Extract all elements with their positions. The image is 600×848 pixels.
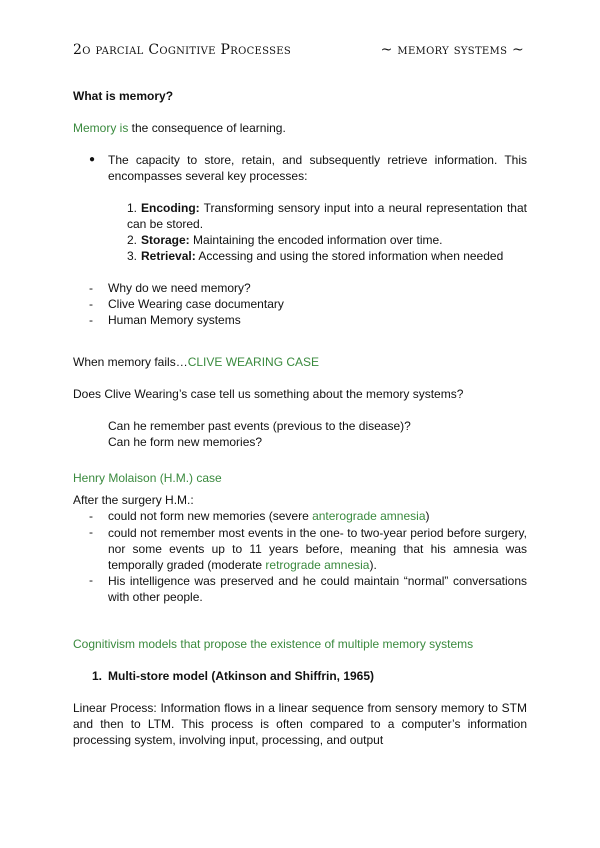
header-left: 2o parcial Cognitive Processes: [73, 42, 291, 58]
section-title-what-is-memory: What is memory?: [73, 89, 174, 103]
memory-definition: [73, 121, 286, 135]
hm-item-1: could not form new memories (severe anterograde amnesia): [108, 509, 430, 523]
clive-question-1: Can he remember past events (previous to the disease)?: [108, 419, 411, 433]
dash-bullet: -: [89, 573, 93, 587]
hm-item-3: His intelligence was preserved and he could maintain “normal” conversations with other people.: [108, 574, 527, 604]
clive-question: Does Clive Wearing’s case tell us something about the memory systems?: [73, 387, 464, 401]
memory-is-label: Memory is: [73, 121, 129, 135]
list-item: Why do we need memory?: [108, 281, 251, 295]
dash-bullet: -: [89, 313, 93, 327]
hm-heading: Henry Molaison (H.M.) case: [73, 471, 222, 485]
header-right: ~ memory systems ~: [380, 42, 524, 58]
process-item: 3. Retrieval: Accessing and using the stored information when needed: [127, 249, 504, 263]
dash-bullet: -: [89, 297, 93, 311]
clive-question-2: Can he form new memories?: [108, 435, 263, 449]
process-item: 2. Storage: Maintaining the encoded information over time.: [127, 233, 443, 247]
clive-heading: When memory fails…CLIVE WEARING CASE: [73, 355, 320, 369]
model-heading: 1. Multi-store model (Atkinson and Shiffrin, 1965): [92, 669, 375, 683]
cognitivism-heading: Cognitivism models that propose the existence of multiple memory systems: [73, 637, 474, 651]
linear-process-paragraph: Linear Process: Information flows in a linear sequence from sensory memory to STM and then to LTM. This process is often compared to a computer’s information processing system, involving input, processing, and output: [73, 701, 527, 747]
hm-after-surgery: After the surgery H.M.:: [73, 493, 194, 507]
dash-bullet: -: [89, 281, 93, 295]
dash-bullet: -: [89, 509, 93, 523]
bullet-icon: ●: [89, 154, 96, 165]
hm-item-2: could not remember most events in the one- to two-year period before surgery, nor some events up to 11 years before, meaning that his amnesia was temporally graded (moderate retrograde amnesia).: [108, 526, 527, 572]
memory-consequence: the consequence of learning.: [128, 121, 286, 135]
process-item: 1. Encoding: Transforming sensory input into a neural representation that can be stored.: [127, 201, 527, 231]
list-item: Human Memory systems: [108, 313, 241, 327]
bullet-capacity-text: The capacity to store, retain, and subsequently retrieve information. This encompasses several key processes:: [108, 153, 527, 183]
dash-bullet: -: [89, 525, 93, 539]
list-item: Clive Wearing case documentary: [108, 297, 284, 311]
